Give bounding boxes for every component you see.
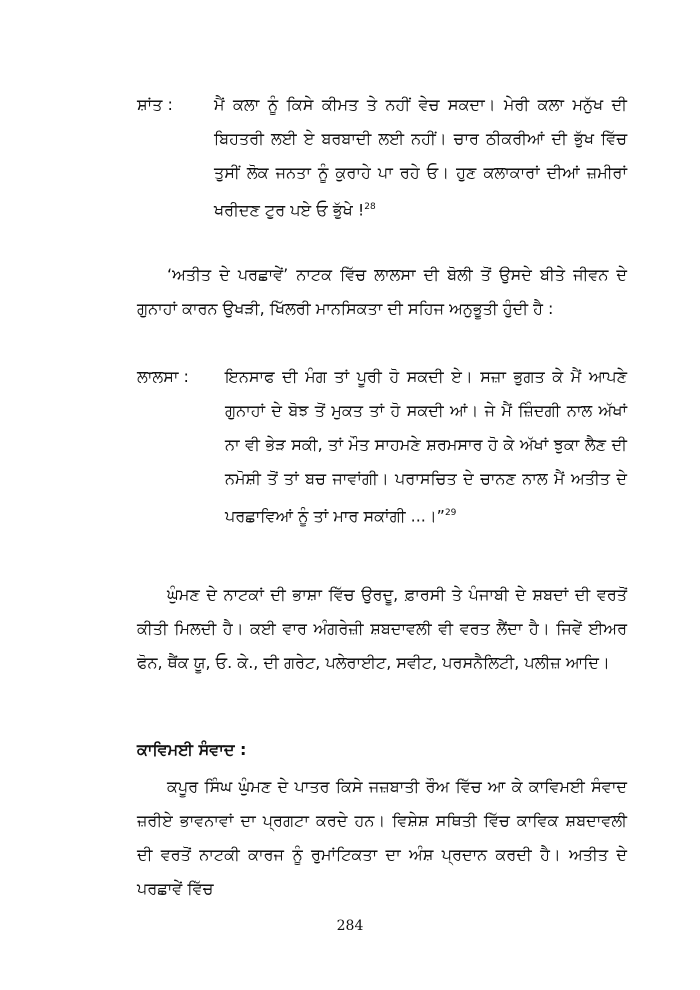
dialogue-text: ਮੈਂ ਕਲਾ ਨੂੰ ਕਿਸੇ ਕੀਮਤ ਤੇ ਨਹੀਂ ਵੇਚ ਸਕਦਾ। ਮੇਰੀ ਕਲਾ ਮਨੁੱਖ ਦੀ ਬਿਹਤਰੀ ਲਈ ਏ ਬਰਬਾਦੀ ਲਈ ਨਹੀਂ। ਚਾਰ ਠੀਕਰੀਆਂ ਦੀ ਭੁੱਖ ਵਿੱਚ ਤੁਸੀਂ ਲੋਕ ਜਨਤਾ ਨੂੰ ਕੁਰਾਹੇ ਪਾ ਰਹੇ ਓ। ਹੁਣ ਕਲਾਕਾਰਾਂ ਦੀਆਂ ਜ਼ਮੀਰਾਂ ਖਰੀਦਣ ਟੁਰ ਪਏ ਓ ਭੁੱਖੇ !$^{28}$ — [214, 95, 627, 220]
footnote-marker: 29 — [444, 508, 457, 518]
speaker-label: ਸ਼ਾਂਤ : — [137, 95, 173, 114]
paragraph-3: ਕਪੂਰ ਸਿੰਘ ਘੁੰਮਣ ਦੇ ਪਾਤਰ ਕਿਸੇ ਜਜ਼ਬਾਤੀ ਰੌਅ ਵਿੱਚ ਆ ਕੇ ਕਾਵਿਮਈ ਸੰਵਾਦ ਜ਼ਰੀਏ ਭਾਵਨਾਵਾਂ ਦਾ ਪ੍ਰਗਟਾ ਕਰਦੇ ਹਨ। ਵਿਸ਼ੇਸ਼ ਸਥਿਤੀ ਵਿੱਚ ਕਾਵਿਕ ਸ਼ਬਦਾਵਲੀ ਦੀ ਵਰਤੋਂ ਨਾਟਕੀ ਕਾਰਜ ਨੂੰ ਰੁਮਾਂਟਿਕਤਾ ਦਾ ਅੰਸ਼ ਪ੍ਰਦਾਨ ਕਰਦੀ ਹੈ। ਅਤੀਤ ਦੇ ਪਰਛਾਵੇਂ ਵਿੱਚ — [137, 777, 627, 898]
dialogue-block-shant — [137, 88, 627, 227]
dialogue-block-lalsa — [137, 360, 627, 533]
paragraph-1: ‘ਅਤੀਤ ਦੇ ਪਰਛਾਵੇਂ’ ਨਾਟਕ ਵਿੱਚ ਲਾਲਸਾ ਦੀ ਬੋਲੀ ਤੋਂ ਉਸਦੇ ਬੀਤੇ ਜੀਵਨ ਦੇ ਗੁਨਾਹਾਂ ਕਾਰਨ ਉਖੜੀ, ਖਿੱਲਰੀ ਮਾਨਸਿਕਤਾ ਦੀ ਸਹਿਜ ਅਨੁਭੂਤੀ ਹੁੰਦੀ ਹੈ : — [137, 265, 627, 318]
dialogue-text: ਇਨਸਾਫ ਦੀ ਮੰਗ ਤਾਂ ਪੂਰੀ ਹੋ ਸਕਦੀ ਏ। ਸਜ਼ਾ ਭੁਗਤ ਕੇ ਮੈਂ ਆਪਣੇ ਗੁਨਾਹਾਂ ਦੇ ਬੋਝ ਤੋਂ ਮੁਕਤ ਤਾਂ ਹੋ ਸਕਦੀ ਆਂ। ਜੇ ਮੈਂ ਜ਼ਿੰਦਗੀ ਨਾਲ ਅੱਖਾਂ ਨਾ ਵੀ ਭੇੜ ਸਕੀ, ਤਾਂ ਮੌਤ ਸਾਹਮਣੇ ਸ਼ਰਮਸਾਰ ਹੋ ਕੇ ਅੱਖਾਂ ਝੁਕਾ ਲੈਣ ਦੀ ਨਮੋਸ਼ੀ ਤੋਂ ਤਾਂ ਬਚ ਜਾਵਾਂਗੀ। ਪਰਾਸਚਿਤ ਦੇ ਚਾਨਣ ਨਾਲ ਮੈਂ ਅਤੀਤ ਦੇ ਪਰਛਾਵਿਆਂ ਨੂੰ ਤਾਂ ਮਾਰ ਸਕਾਂਗੀ ...।”$^{29}$ — [225, 367, 627, 526]
section-heading: ਕਾਵਿਮਈ ਸੰਵਾਦ : — [137, 740, 247, 759]
footnote-marker: 28 — [364, 202, 376, 212]
speaker-label: ਲਾਲਸਾ : — [137, 367, 189, 386]
page-number: 284 — [336, 918, 364, 934]
paragraph-2: ਘੁੰਮਣ ਦੇ ਨਾਟਕਾਂ ਦੀ ਭਾਸ਼ਾ ਵਿੱਚ ਉਰਦੂ, ਫ਼ਾਰਸੀ ਤੇ ਪੰਜਾਬੀ ਦੇ ਸ਼ਬਦਾਂ ਦੀ ਵਰਤੋਂ ਕੀਤੀ ਮਿਲਦੀ ਹੈ। ਕਈ ਵਾਰ ਅੰਗਰੇਜ਼ੀ ਸ਼ਬਦਾਵਲੀ ਵੀ ਵਰਤ ਲੈਂਦਾ ਹੈ। ਜਿਵੇਂ ਈਅਰ ਫੋਨ, ਥੈਂਕ ਯੂ, ਓ. ਕੇ., ਦੀ ਗਰੇਟ, ਪਲੇਰਾਈਟ, ਸਵੀਟ, ਪਰਸਨੈਲਿਟੀ, ਪਲੀਜ਼ ਆਦਿ। — [137, 585, 627, 672]
